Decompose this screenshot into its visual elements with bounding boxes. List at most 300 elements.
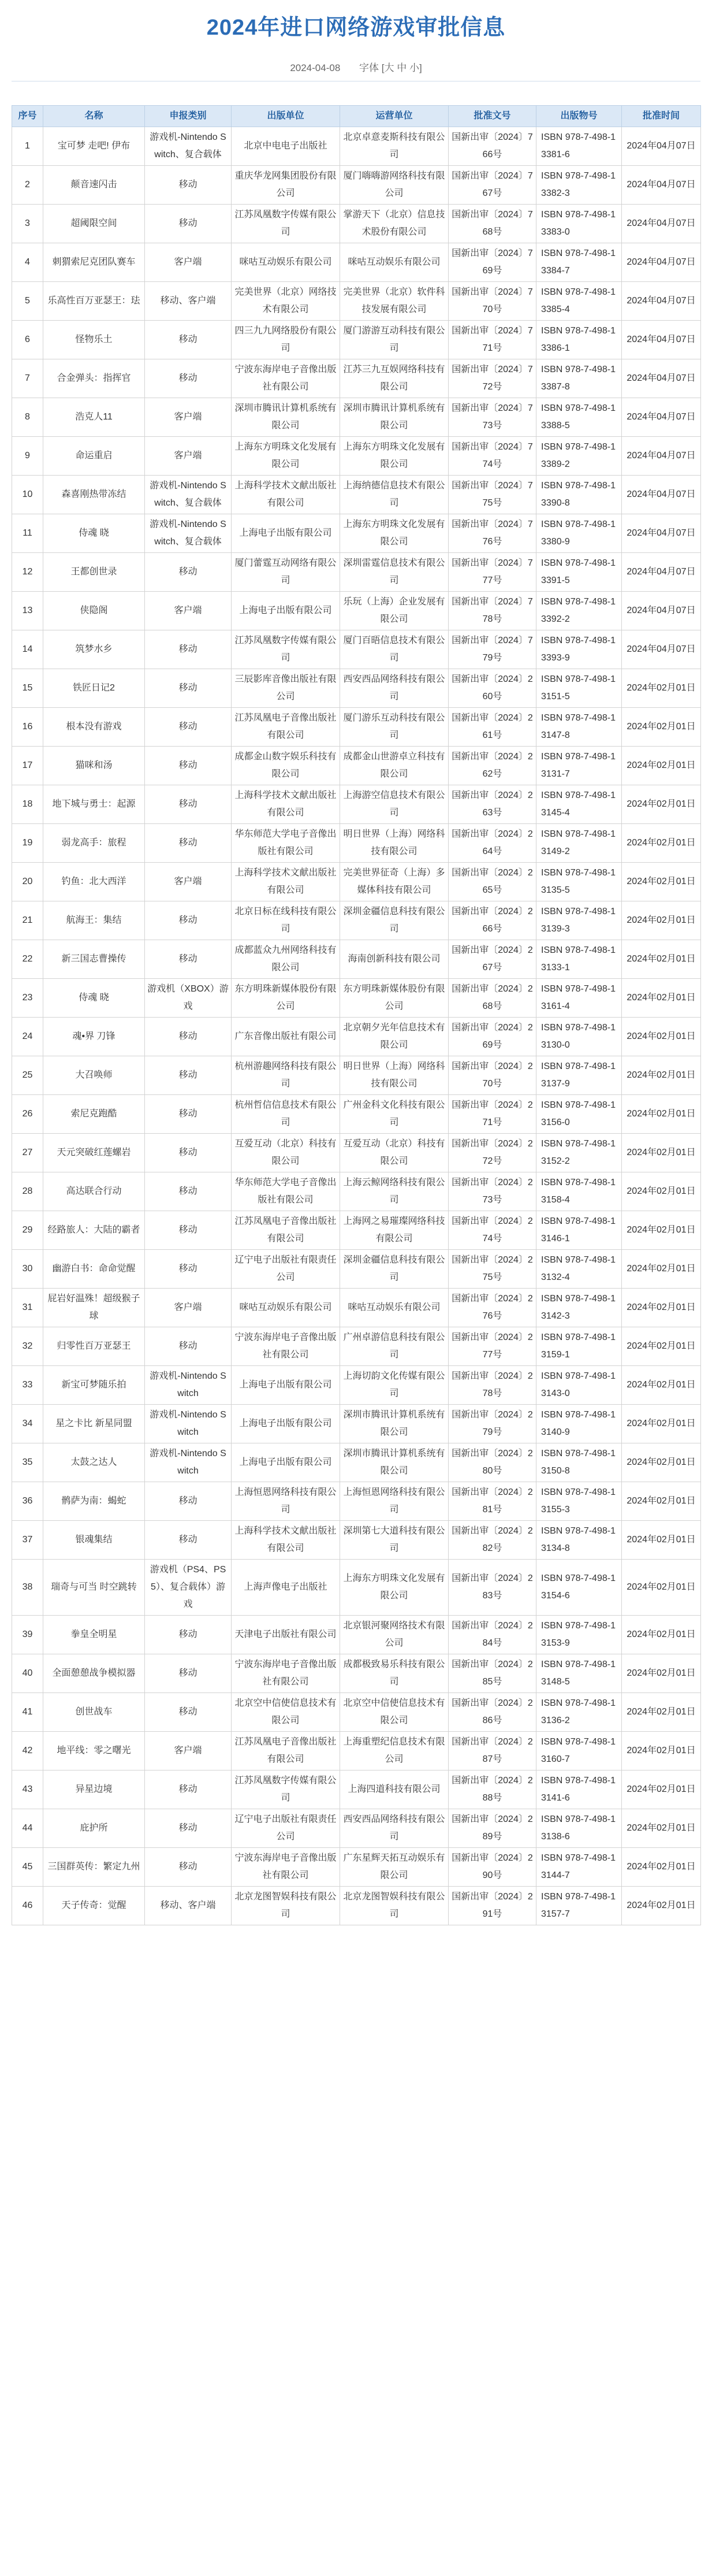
row-index: 35 bbox=[12, 1443, 43, 1482]
publisher: 成都蓝众九州网络科技有限公司 bbox=[232, 940, 340, 979]
row-index: 45 bbox=[12, 1848, 43, 1887]
publisher: 上海声像电子出版社 bbox=[232, 1560, 340, 1616]
approval-number: 国新出审〔2024〕266号 bbox=[449, 901, 536, 940]
row-index: 7 bbox=[12, 359, 43, 398]
approval-date: 2024年02月01日 bbox=[622, 669, 701, 708]
row-index: 14 bbox=[12, 630, 43, 669]
approval-number: 国新出审〔2024〕773号 bbox=[449, 398, 536, 437]
approval-number: 国新出审〔2024〕275号 bbox=[449, 1250, 536, 1289]
table-row bbox=[12, 359, 701, 398]
publisher: 重庆华龙网集团股份有限公司 bbox=[232, 166, 340, 205]
approval-number: 国新出审〔2024〕277号 bbox=[449, 1327, 536, 1366]
category: 移动 bbox=[145, 205, 232, 243]
row-index: 27 bbox=[12, 1134, 43, 1172]
category: 移动、客户端 bbox=[145, 282, 232, 321]
approval-date: 2024年04月07日 bbox=[622, 398, 701, 437]
isbn: ISBN 978-7-498-13161-4 bbox=[536, 979, 622, 1018]
col-header-approval-date: 批准时间 bbox=[622, 106, 701, 127]
category: 移动、客户端 bbox=[145, 1887, 232, 1925]
approval-number: 国新出审〔2024〕269号 bbox=[449, 1018, 536, 1056]
category: 游戏机（XBOX）游戏 bbox=[145, 979, 232, 1018]
operator: 上海切韵文化传媒有限公司 bbox=[340, 1366, 449, 1405]
publisher: 三辰影库音像出版社有限公司 bbox=[232, 669, 340, 708]
category: 移动 bbox=[145, 1211, 232, 1250]
table-row bbox=[12, 940, 701, 979]
isbn: ISBN 978-7-498-13389-2 bbox=[536, 437, 622, 476]
row-index: 10 bbox=[12, 476, 43, 514]
game-name: 乐高性百万亚瑟王：珐 bbox=[43, 282, 145, 321]
category: 移动 bbox=[145, 1654, 232, 1693]
row-index: 11 bbox=[12, 514, 43, 553]
table-row bbox=[12, 1809, 701, 1848]
game-name: 猫咪和汤 bbox=[43, 747, 145, 785]
operator: 北京空中信使信息技术有限公司 bbox=[340, 1693, 449, 1732]
approval-number: 国新出审〔2024〕290号 bbox=[449, 1848, 536, 1887]
approval-number: 国新出审〔2024〕772号 bbox=[449, 359, 536, 398]
approval-number: 国新出审〔2024〕271号 bbox=[449, 1095, 536, 1134]
table-row bbox=[12, 979, 701, 1018]
approval-date: 2024年02月01日 bbox=[622, 1848, 701, 1887]
isbn: ISBN 978-7-498-13387-8 bbox=[536, 359, 622, 398]
category: 移动 bbox=[145, 1809, 232, 1848]
approval-number: 国新出审〔2024〕287号 bbox=[449, 1732, 536, 1770]
category: 客户端 bbox=[145, 243, 232, 282]
table-row bbox=[12, 1405, 701, 1443]
table-row bbox=[12, 592, 701, 630]
game-name: 全面憩憩战争模拟器 bbox=[43, 1654, 145, 1693]
category: 游戏机-Nintendo Switch、复合载体 bbox=[145, 127, 232, 166]
publisher: 上海科学技术文献出版社有限公司 bbox=[232, 1521, 340, 1560]
operator: 上海东方明珠文化发展有限公司 bbox=[340, 437, 449, 476]
approval-number: 国新出审〔2024〕288号 bbox=[449, 1770, 536, 1809]
isbn: ISBN 978-7-498-13150-8 bbox=[536, 1443, 622, 1482]
operator: 深圳市腾讯计算机系统有限公司 bbox=[340, 1405, 449, 1443]
operator: 厦门游游互动科技有限公司 bbox=[340, 321, 449, 359]
publisher: 北京中电电子出版社 bbox=[232, 127, 340, 166]
table-row bbox=[12, 747, 701, 785]
table-row bbox=[12, 1134, 701, 1172]
game-name: 地下城与勇士：起源 bbox=[43, 785, 145, 824]
game-name: 创世战车 bbox=[43, 1693, 145, 1732]
approval-date: 2024年02月01日 bbox=[622, 940, 701, 979]
isbn: ISBN 978-7-498-13147-8 bbox=[536, 708, 622, 747]
row-index: 1 bbox=[12, 127, 43, 166]
category: 移动 bbox=[145, 1770, 232, 1809]
publisher: 江苏凤凰数字传媒有限公司 bbox=[232, 630, 340, 669]
category: 移动 bbox=[145, 553, 232, 592]
row-index: 3 bbox=[12, 205, 43, 243]
table-row bbox=[12, 127, 701, 166]
game-name: 命运重启 bbox=[43, 437, 145, 476]
approval-date: 2024年04月07日 bbox=[622, 476, 701, 514]
col-header-approval-no: 批准文号 bbox=[449, 106, 536, 127]
game-name: 索尼克跑酷 bbox=[43, 1095, 145, 1134]
approval-date: 2024年04月07日 bbox=[622, 243, 701, 282]
approval-date: 2024年02月01日 bbox=[622, 824, 701, 863]
game-name: 颠音速闪击 bbox=[43, 166, 145, 205]
approval-number: 国新出审〔2024〕264号 bbox=[449, 824, 536, 863]
game-name: 铁匠日记2 bbox=[43, 669, 145, 708]
game-name: 根本没有游戏 bbox=[43, 708, 145, 747]
approval-number: 国新出审〔2024〕289号 bbox=[449, 1809, 536, 1848]
operator: 北京银河聚网络技术有限公司 bbox=[340, 1616, 449, 1654]
row-index: 23 bbox=[12, 979, 43, 1018]
operator: 掌游天下（北京）信息技术股份有限公司 bbox=[340, 205, 449, 243]
isbn: ISBN 978-7-498-13148-5 bbox=[536, 1654, 622, 1693]
row-index: 39 bbox=[12, 1616, 43, 1654]
game-name: 庇护所 bbox=[43, 1809, 145, 1848]
row-index: 31 bbox=[12, 1289, 43, 1327]
game-name: 大召唤师 bbox=[43, 1056, 145, 1095]
isbn: ISBN 978-7-498-13385-4 bbox=[536, 282, 622, 321]
operator: 上海云鲸网络科技有限公司 bbox=[340, 1172, 449, 1211]
approval-table bbox=[12, 105, 701, 1925]
table-row bbox=[12, 1482, 701, 1521]
isbn: ISBN 978-7-498-13131-7 bbox=[536, 747, 622, 785]
font-medium-button[interactable]: 中 bbox=[397, 62, 407, 73]
operator: 咪咕互动娱乐有限公司 bbox=[340, 243, 449, 282]
operator: 成都极致易乐科技有限公司 bbox=[340, 1654, 449, 1693]
operator: 深圳雷霆信息技术有限公司 bbox=[340, 553, 449, 592]
game-name: 筑梦水乡 bbox=[43, 630, 145, 669]
row-index: 33 bbox=[12, 1366, 43, 1405]
approval-date: 2024年02月01日 bbox=[622, 1887, 701, 1925]
approval-date: 2024年04月07日 bbox=[622, 553, 701, 592]
game-name: 合金弹头：指挥官 bbox=[43, 359, 145, 398]
game-name: 新三国志曹操传 bbox=[43, 940, 145, 979]
game-name: 地平线：零之曙光 bbox=[43, 1732, 145, 1770]
approval-number: 国新出审〔2024〕770号 bbox=[449, 282, 536, 321]
approval-date: 2024年04月07日 bbox=[622, 514, 701, 553]
approval-date: 2024年02月01日 bbox=[622, 1172, 701, 1211]
isbn: ISBN 978-7-498-13145-4 bbox=[536, 785, 622, 824]
publisher: 上海电子出版有限公司 bbox=[232, 1405, 340, 1443]
table-row bbox=[12, 863, 701, 901]
game-name: 星之卡比 新星同盟 bbox=[43, 1405, 145, 1443]
approval-number: 国新出审〔2024〕774号 bbox=[449, 437, 536, 476]
col-header-index: 序号 bbox=[12, 106, 43, 127]
game-name: 魂•界 刀锋 bbox=[43, 1018, 145, 1056]
approval-number: 国新出审〔2024〕265号 bbox=[449, 863, 536, 901]
approval-date: 2024年02月01日 bbox=[622, 863, 701, 901]
operator: 成都金山世游卓立科技有限公司 bbox=[340, 747, 449, 785]
isbn: ISBN 978-7-498-13130-0 bbox=[536, 1018, 622, 1056]
category: 游戏机（PS4、PS5）、复合载体）游戏 bbox=[145, 1560, 232, 1616]
table-row bbox=[12, 1887, 701, 1925]
approval-date: 2024年02月01日 bbox=[622, 747, 701, 785]
category: 移动 bbox=[145, 1693, 232, 1732]
isbn: ISBN 978-7-498-13393-9 bbox=[536, 630, 622, 669]
game-name: 侍魂 晓 bbox=[43, 979, 145, 1018]
row-index: 36 bbox=[12, 1482, 43, 1521]
category: 移动 bbox=[145, 1848, 232, 1887]
isbn: ISBN 978-7-498-13143-0 bbox=[536, 1366, 622, 1405]
isbn: ISBN 978-7-498-13390-8 bbox=[536, 476, 622, 514]
row-index: 13 bbox=[12, 592, 43, 630]
category: 游戏机-Nintendo Switch、复合载体 bbox=[145, 476, 232, 514]
operator: 北京朝夕光年信息技术有限公司 bbox=[340, 1018, 449, 1056]
table-row bbox=[12, 282, 701, 321]
operator: 东方明珠新媒体股份有限公司 bbox=[340, 979, 449, 1018]
approval-number: 国新出审〔2024〕262号 bbox=[449, 747, 536, 785]
row-index: 20 bbox=[12, 863, 43, 901]
table-row bbox=[12, 708, 701, 747]
row-index: 8 bbox=[12, 398, 43, 437]
isbn: ISBN 978-7-498-13144-7 bbox=[536, 1848, 622, 1887]
publisher: 江苏凤凰数字传媒有限公司 bbox=[232, 205, 340, 243]
publisher: 上海电子出版有限公司 bbox=[232, 514, 340, 553]
publisher: 上海科学技术文献出版社有限公司 bbox=[232, 785, 340, 824]
category: 游戏机-Nintendo Switch bbox=[145, 1405, 232, 1443]
isbn: ISBN 978-7-498-13157-7 bbox=[536, 1887, 622, 1925]
game-name: 弱龙高手：旅程 bbox=[43, 824, 145, 863]
isbn: ISBN 978-7-498-13132-4 bbox=[536, 1250, 622, 1289]
category: 移动 bbox=[145, 359, 232, 398]
operator: 深圳市腾讯计算机系统有限公司 bbox=[340, 398, 449, 437]
col-header-operator: 运营单位 bbox=[340, 106, 449, 127]
publisher: 宁波东海岸电子音像出版社有限公司 bbox=[232, 1654, 340, 1693]
approval-date: 2024年04月07日 bbox=[622, 127, 701, 166]
approval-number: 国新出审〔2024〕767号 bbox=[449, 166, 536, 205]
table-row bbox=[12, 1018, 701, 1056]
row-index: 25 bbox=[12, 1056, 43, 1095]
approval-date: 2024年02月01日 bbox=[622, 979, 701, 1018]
operator: 明日世界（上海）网络科技有限公司 bbox=[340, 824, 449, 863]
category: 移动 bbox=[145, 824, 232, 863]
isbn: ISBN 978-7-498-13156-0 bbox=[536, 1095, 622, 1134]
row-index: 9 bbox=[12, 437, 43, 476]
isbn: ISBN 978-7-498-13386-1 bbox=[536, 321, 622, 359]
table-row bbox=[12, 1289, 701, 1327]
approval-date: 2024年02月01日 bbox=[622, 1327, 701, 1366]
game-name: 瑞奇与可当 时空跳转 bbox=[43, 1560, 145, 1616]
approval-date: 2024年02月01日 bbox=[622, 1134, 701, 1172]
category: 移动 bbox=[145, 1018, 232, 1056]
approval-date: 2024年02月01日 bbox=[622, 1560, 701, 1616]
font-large-button[interactable]: 大 bbox=[384, 62, 394, 73]
row-index: 17 bbox=[12, 747, 43, 785]
category: 游戏机-Nintendo Switch bbox=[145, 1443, 232, 1482]
game-name: 天子传奇：觉醒 bbox=[43, 1887, 145, 1925]
row-index: 4 bbox=[12, 243, 43, 282]
game-name: 王都创世录 bbox=[43, 553, 145, 592]
approval-number: 国新出审〔2024〕261号 bbox=[449, 708, 536, 747]
approval-number: 国新出审〔2024〕771号 bbox=[449, 321, 536, 359]
operator: 深圳金疆信息科技有限公司 bbox=[340, 901, 449, 940]
font-size-switcher bbox=[359, 62, 422, 73]
operator: 上海四道科技有限公司 bbox=[340, 1770, 449, 1809]
category: 游戏机-Nintendo Switch bbox=[145, 1366, 232, 1405]
isbn: ISBN 978-7-498-13392-2 bbox=[536, 592, 622, 630]
isbn: ISBN 978-7-498-13142-3 bbox=[536, 1289, 622, 1327]
publisher: 上海科学技术文献出版社有限公司 bbox=[232, 476, 340, 514]
operator: 西安西品网络科技有限公司 bbox=[340, 1809, 449, 1848]
approval-number: 国新出审〔2024〕267号 bbox=[449, 940, 536, 979]
game-name: 天元突破红莲螺岩 bbox=[43, 1134, 145, 1172]
approval-number: 国新出审〔2024〕279号 bbox=[449, 1405, 536, 1443]
category: 客户端 bbox=[145, 1289, 232, 1327]
approval-number: 国新出审〔2024〕268号 bbox=[449, 979, 536, 1018]
category: 客户端 bbox=[145, 863, 232, 901]
publisher: 深圳市腾讯计算机系统有限公司 bbox=[232, 398, 340, 437]
category: 移动 bbox=[145, 1134, 232, 1172]
approval-date: 2024年04月07日 bbox=[622, 166, 701, 205]
publisher: 东方明珠新媒体股份有限公司 bbox=[232, 979, 340, 1018]
category: 移动 bbox=[145, 630, 232, 669]
operator: 上海东方明珠文化发展有限公司 bbox=[340, 514, 449, 553]
operator: 广州卓游信息科技有限公司 bbox=[340, 1327, 449, 1366]
approval-number: 国新出审〔2024〕776号 bbox=[449, 514, 536, 553]
publisher: 宁波东海岸电子音像出版社有限公司 bbox=[232, 1848, 340, 1887]
approval-number: 国新出审〔2024〕778号 bbox=[449, 592, 536, 630]
operator: 西安西品网络科技有限公司 bbox=[340, 669, 449, 708]
game-name: 屁岩好温殊！超级猴子球 bbox=[43, 1289, 145, 1327]
approval-number: 国新出审〔2024〕276号 bbox=[449, 1289, 536, 1327]
operator: 咪咕互动娱乐有限公司 bbox=[340, 1289, 449, 1327]
table-row bbox=[12, 1521, 701, 1560]
approval-date: 2024年02月01日 bbox=[622, 708, 701, 747]
isbn: ISBN 978-7-498-13135-5 bbox=[536, 863, 622, 901]
isbn: ISBN 978-7-498-13158-4 bbox=[536, 1172, 622, 1211]
approval-date: 2024年02月01日 bbox=[622, 1366, 701, 1405]
row-index: 34 bbox=[12, 1405, 43, 1443]
game-name: 森喜刚热带冻结 bbox=[43, 476, 145, 514]
row-index: 42 bbox=[12, 1732, 43, 1770]
approval-number: 国新出审〔2024〕263号 bbox=[449, 785, 536, 824]
row-index: 6 bbox=[12, 321, 43, 359]
game-name: 高达联合行动 bbox=[43, 1172, 145, 1211]
approval-date: 2024年02月01日 bbox=[622, 1521, 701, 1560]
col-header-category: 申报类别 bbox=[145, 106, 232, 127]
operator: 上海游空信息技术有限公司 bbox=[340, 785, 449, 824]
publish-date: 2024-04-08 bbox=[290, 62, 341, 73]
approval-date: 2024年02月01日 bbox=[622, 1018, 701, 1056]
approval-date: 2024年02月01日 bbox=[622, 1095, 701, 1134]
publisher: 咪咕互动娱乐有限公司 bbox=[232, 1289, 340, 1327]
publisher: 江苏凤凰电子音像出版社有限公司 bbox=[232, 708, 340, 747]
row-index: 29 bbox=[12, 1211, 43, 1250]
approval-date: 2024年04月07日 bbox=[622, 205, 701, 243]
approval-date: 2024年04月07日 bbox=[622, 321, 701, 359]
row-index: 5 bbox=[12, 282, 43, 321]
operator: 上海网之易璀璨网络科技有限公司 bbox=[340, 1211, 449, 1250]
isbn: ISBN 978-7-498-13152-2 bbox=[536, 1134, 622, 1172]
approval-number: 国新出审〔2024〕769号 bbox=[449, 243, 536, 282]
isbn: ISBN 978-7-498-13149-2 bbox=[536, 824, 622, 863]
publisher: 华东师范大学电子音像出版社有限公司 bbox=[232, 824, 340, 863]
font-small-button[interactable]: 小 bbox=[409, 62, 419, 73]
approval-number: 国新出审〔2024〕291号 bbox=[449, 1887, 536, 1925]
category: 移动 bbox=[145, 1095, 232, 1134]
table-row bbox=[12, 1560, 701, 1616]
game-name: 鹘萨为南：蝎蛇 bbox=[43, 1482, 145, 1521]
table-row bbox=[12, 1095, 701, 1134]
table-row bbox=[12, 205, 701, 243]
game-name: 浩克人11 bbox=[43, 398, 145, 437]
game-name: 银魂集结 bbox=[43, 1521, 145, 1560]
table-row bbox=[12, 1616, 701, 1654]
approval-number: 国新出审〔2024〕286号 bbox=[449, 1693, 536, 1732]
row-index: 18 bbox=[12, 785, 43, 824]
publisher: 上海电子出版有限公司 bbox=[232, 1443, 340, 1482]
approval-number: 国新出审〔2024〕281号 bbox=[449, 1482, 536, 1521]
approval-number: 国新出审〔2024〕274号 bbox=[449, 1211, 536, 1250]
row-index: 26 bbox=[12, 1095, 43, 1134]
publisher: 广东音像出版社有限公司 bbox=[232, 1018, 340, 1056]
row-index: 40 bbox=[12, 1654, 43, 1693]
operator: 北京卓意麦斯科技有限公司 bbox=[340, 127, 449, 166]
isbn: ISBN 978-7-498-13136-2 bbox=[536, 1693, 622, 1732]
approval-number: 国新出审〔2024〕273号 bbox=[449, 1172, 536, 1211]
category: 移动 bbox=[145, 940, 232, 979]
row-index: 37 bbox=[12, 1521, 43, 1560]
game-name: 侍魂 晓 bbox=[43, 514, 145, 553]
operator: 海南创新科技有限公司 bbox=[340, 940, 449, 979]
category: 移动 bbox=[145, 1250, 232, 1289]
publisher: 互爱互动（北京）科技有限公司 bbox=[232, 1134, 340, 1172]
operator: 厦门嗨嗨游网络科技有限公司 bbox=[340, 166, 449, 205]
table-row bbox=[12, 1250, 701, 1289]
table-row bbox=[12, 321, 701, 359]
table-row bbox=[12, 785, 701, 824]
table-row bbox=[12, 476, 701, 514]
approval-date: 2024年02月01日 bbox=[622, 1770, 701, 1809]
table-row bbox=[12, 1366, 701, 1405]
category: 移动 bbox=[145, 1521, 232, 1560]
operator: 深圳第七大道科技有限公司 bbox=[340, 1521, 449, 1560]
game-name: 侠隐阁 bbox=[43, 592, 145, 630]
table-row bbox=[12, 669, 701, 708]
table-row bbox=[12, 243, 701, 282]
approval-date: 2024年02月01日 bbox=[622, 1405, 701, 1443]
operator: 厦门游乐互动科技有限公司 bbox=[340, 708, 449, 747]
category: 游戏机-Nintendo Switch、复合载体 bbox=[145, 514, 232, 553]
category: 移动 bbox=[145, 669, 232, 708]
approval-date: 2024年02月01日 bbox=[622, 1693, 701, 1732]
approval-date: 2024年02月01日 bbox=[622, 1616, 701, 1654]
table-row bbox=[12, 824, 701, 863]
category: 客户端 bbox=[145, 1732, 232, 1770]
table-row bbox=[12, 514, 701, 553]
publisher: 江苏凤凰数字传媒有限公司 bbox=[232, 1770, 340, 1809]
approval-number: 国新出审〔2024〕283号 bbox=[449, 1560, 536, 1616]
publisher: 辽宁电子出版社有限责任公司 bbox=[232, 1250, 340, 1289]
row-index: 43 bbox=[12, 1770, 43, 1809]
operator: 完美世界征奇（上海）多媒体科技有限公司 bbox=[340, 863, 449, 901]
approval-date: 2024年02月01日 bbox=[622, 1809, 701, 1848]
publisher: 厦门蕾霆互动网络有限公司 bbox=[232, 553, 340, 592]
approval-number: 国新出审〔2024〕282号 bbox=[449, 1521, 536, 1560]
isbn: ISBN 978-7-498-13382-3 bbox=[536, 166, 622, 205]
row-index: 38 bbox=[12, 1560, 43, 1616]
isbn: ISBN 978-7-498-13381-6 bbox=[536, 127, 622, 166]
approval-date: 2024年02月01日 bbox=[622, 1211, 701, 1250]
publisher: 华东师范大学电子音像出版社有限公司 bbox=[232, 1172, 340, 1211]
table-row bbox=[12, 1327, 701, 1366]
publisher: 辽宁电子出版社有限责任公司 bbox=[232, 1809, 340, 1848]
col-header-publisher: 出版单位 bbox=[232, 106, 340, 127]
category: 客户端 bbox=[145, 592, 232, 630]
table-row bbox=[12, 630, 701, 669]
approval-date: 2024年04月07日 bbox=[622, 359, 701, 398]
publisher: 四三九九网络股份有限公司 bbox=[232, 321, 340, 359]
table-row bbox=[12, 166, 701, 205]
table-row bbox=[12, 1172, 701, 1211]
publisher: 成都金山数字娱乐科技有限公司 bbox=[232, 747, 340, 785]
isbn: ISBN 978-7-498-13134-8 bbox=[536, 1521, 622, 1560]
publisher: 上海电子出版有限公司 bbox=[232, 1366, 340, 1405]
table-row bbox=[12, 1770, 701, 1809]
